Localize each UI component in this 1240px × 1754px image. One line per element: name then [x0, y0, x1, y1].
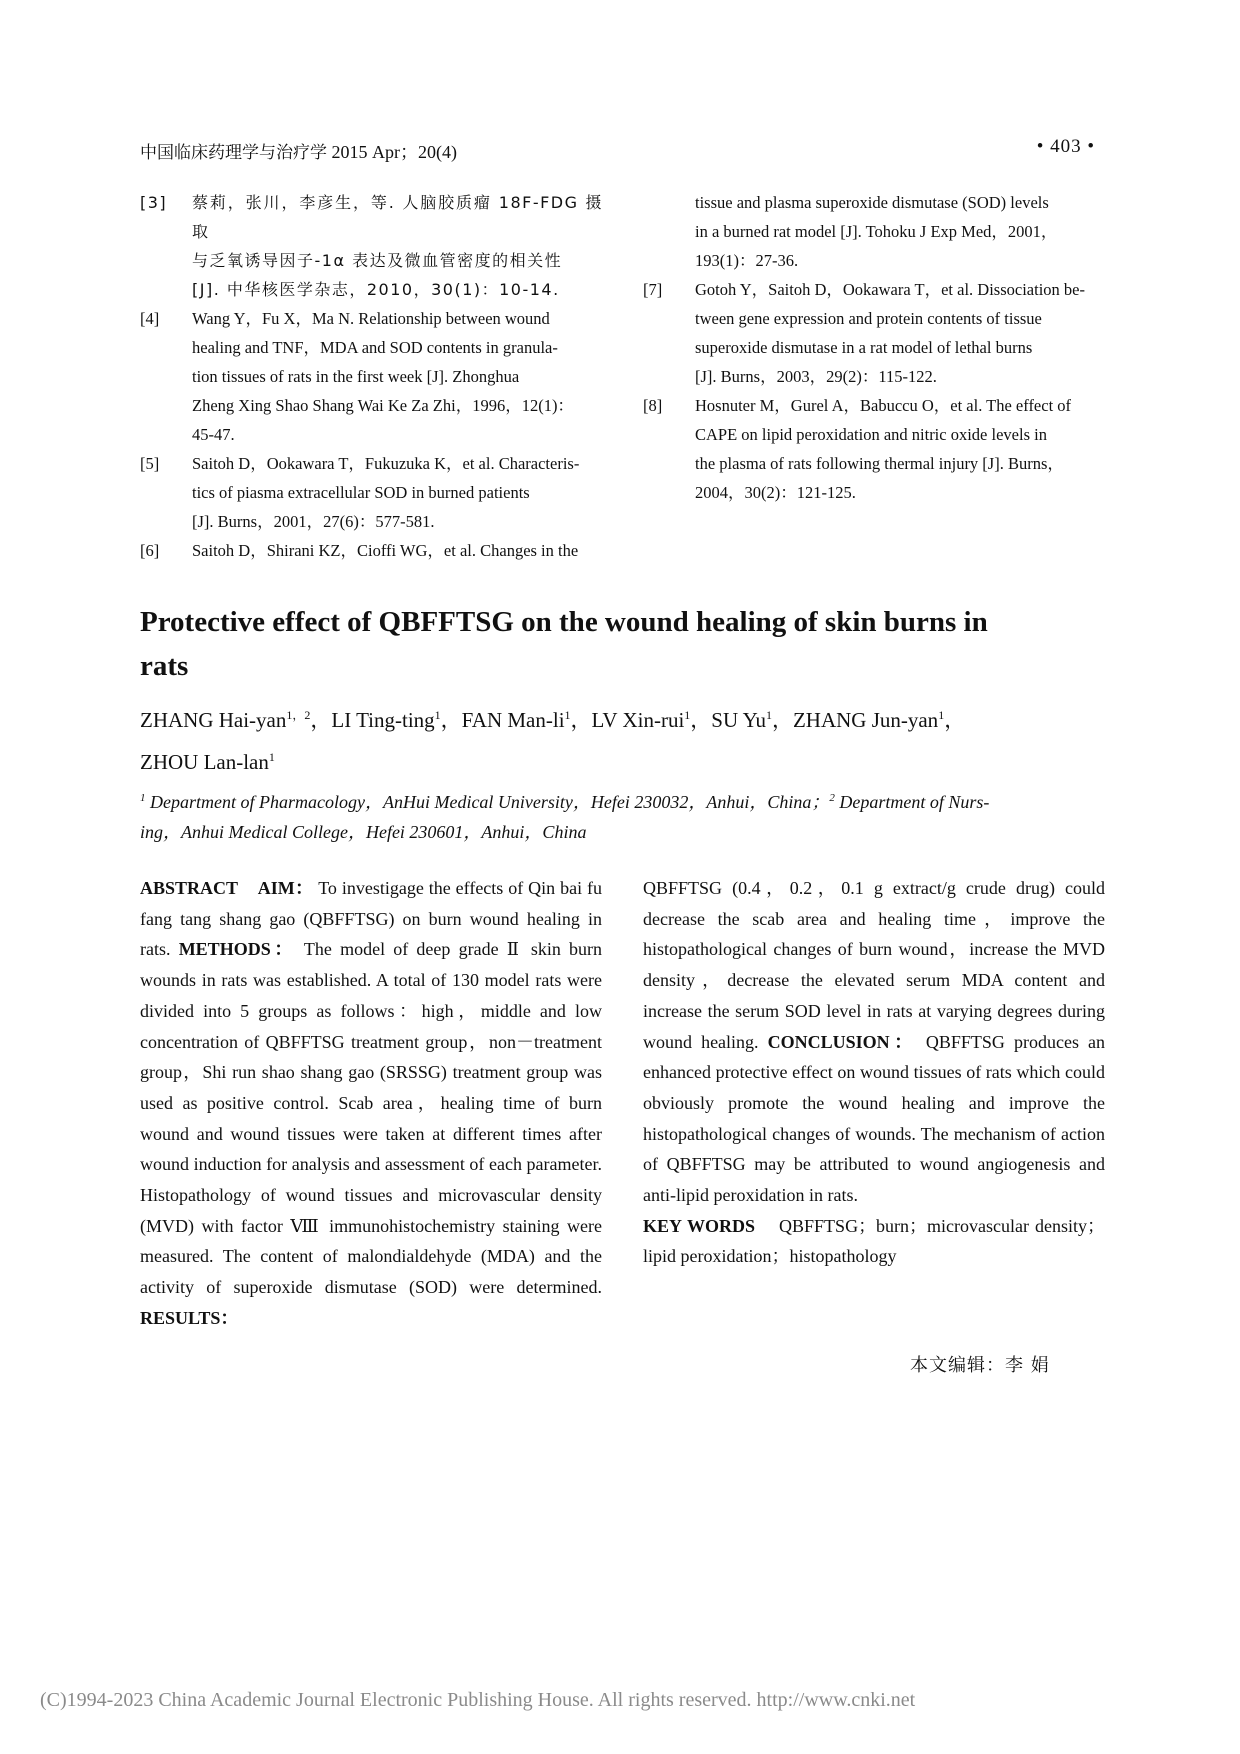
aim-text: To investigage the effects of Qin bai fu fang tang shang gao (QBFFTSG) on burn wound healing in rats. — [140, 878, 602, 960]
author-name: ，ZHANG Jun-yan — [771, 708, 939, 732]
reference-line: 蔡莉，张川，李彦生，等. 人脑胶质瘤 18F-FDG 摄取 — [192, 193, 603, 241]
author-name: ，SU Yu — [690, 708, 766, 732]
references-left — [140, 188, 603, 565]
reference-line: Hosnuter M，Gurel A，Babuccu O，et al. The effect of — [695, 396, 1072, 415]
author-name: ，LI Ting-ting — [310, 708, 435, 732]
copyright-footer: (C)1994-2023 China Academic Journal Electronic Publishing House. All rights reserved. http://www.cnki.net — [40, 1689, 916, 1711]
reference-line: 45-47. — [192, 425, 235, 444]
reference-line: healing and TNF，MDA and SOD contents in granula- — [192, 338, 558, 357]
reference-8 — [643, 391, 1106, 507]
reference-6 — [140, 536, 603, 565]
reference-line: superoxide dismutase in a rat model of lethal burns — [695, 338, 1033, 357]
affiliation-marker: 1 — [684, 708, 691, 722]
abstract-left-column — [140, 873, 602, 1334]
affiliation-marker: 1 — [765, 708, 772, 722]
keywords-label: KEY WORDS — [643, 1215, 756, 1236]
reference-6-continued — [643, 188, 1106, 275]
affiliations — [140, 783, 1100, 847]
affiliation-text: Department of Pharmacology，AnHui Medical University，Hefei 230032，Anhui，China； — [145, 792, 830, 812]
reference-line: [J]. Burns，2003，29(2)：115-122. — [695, 367, 937, 386]
author-list — [140, 697, 1120, 781]
reference-line: tion tissues of rats in the first week [J]. Zhonghua — [192, 367, 520, 386]
conclusion-text: QBFFTSG produces an enhanced protective effect on wound tissues of rats which could obviously promote the wound healing and improve the histopathological changes of wounds. The mechanism of action of QBFFTSG may be attributed to wound angiogenesis and anti-lipid peroxidation in rats. — [643, 1031, 1106, 1206]
methods-label: METHODS： — [178, 939, 297, 960]
reference-line: [J]. Burns，2001，27(6)：577-581. — [192, 512, 435, 531]
abstract-label: ABSTRACT — [140, 878, 239, 898]
keywords-text: QBFFTSG；burn；microvascular density；lipid peroxidation；histopathology — [643, 1215, 1106, 1267]
reference-number: [8] — [643, 396, 663, 415]
affiliation-marker: 1 — [564, 708, 571, 722]
reference-7 — [643, 275, 1106, 391]
affiliation-line: ing，Anhui Medical College，Hefei 230601，Anhui，China — [140, 822, 587, 842]
reference-line: CAPE on lipid peroxidation and nitric oxide levels in — [695, 425, 1047, 444]
author-separator: ， — [944, 708, 966, 732]
reference-number: [5] — [140, 454, 160, 473]
results-text: QBFFTSG (0.4，0.2，0.1 g extract/g crude drug) could decrease the scab area and healing time，improve the histopathological changes of burn wound，increase the MVD density，decrease the elevated serum MDA content and increase the serum SOD level in rats at varying degrees during wound healing. — [643, 878, 1105, 1052]
author-name: ，FAN Man-li — [440, 708, 565, 732]
reference-number: [6] — [140, 541, 160, 560]
reference-4 — [140, 304, 603, 449]
issue-info: 2015 Apr；20(4) — [331, 142, 457, 162]
editor-note: 本文编辑：李 娟 — [910, 1355, 1050, 1376]
affiliation-marker: 1 — [140, 792, 146, 804]
reference-line: Zheng Xing Shao Shang Wai Ke Za Zhi，1996，12(1)： — [192, 396, 574, 415]
conclusion-label: CONCLUSION： — [767, 1031, 917, 1052]
keywords — [643, 1211, 1105, 1272]
reference-line: 与乏氧诱导因子-1α 表达及微血管密度的相关性 — [192, 251, 563, 270]
references-right — [643, 188, 1106, 507]
reference-line: [J]. 中华核医学杂志，2010，30(1)：10-14. — [192, 280, 560, 299]
affiliation-line — [140, 783, 1100, 817]
running-header — [140, 138, 457, 164]
reference-5 — [140, 449, 603, 536]
affiliation-text: Department of Nurs- — [834, 792, 990, 812]
reference-line: tics of piasma extracellular SOD in burned patients — [192, 483, 530, 502]
reference-line: in a burned rat model [J]. Tohoku J Exp Med，2001， — [695, 222, 1058, 241]
journal-name: 中国临床药理学与治疗学 — [140, 143, 327, 163]
reference-line: tissue and plasma superoxide dismutase (SOD) levels — [695, 193, 1049, 212]
reference-line: Saitoh D，Ookawara T，Fukuzuka K，et al. Characteris- — [192, 454, 580, 473]
author-line — [140, 739, 1120, 781]
page-number: • 403 • — [1036, 136, 1095, 157]
affiliation-marker: 1 — [938, 708, 945, 722]
author-name: ZHOU Lan-lan — [140, 750, 269, 774]
affiliation-marker: 1 — [434, 708, 441, 722]
article-title — [140, 600, 1100, 688]
author-name: ，LV Xin-rui — [570, 708, 685, 732]
aim-label: AIM： — [257, 878, 314, 898]
author-line — [140, 697, 1120, 739]
reference-number: [4] — [140, 309, 160, 328]
results-label: RESULTS： — [140, 1307, 239, 1328]
reference-line: Saitoh D，Shirani KZ，Cioffi WG，et al. Changes in the — [192, 541, 579, 560]
reference-number: [7] — [643, 280, 663, 299]
abstract-right-column — [643, 873, 1105, 1272]
reference-line: Wang Y，Fu X，Ma N. Relationship between wound — [192, 309, 550, 328]
reference-line: tween gene expression and protein contents of tissue — [695, 309, 1042, 328]
reference-line: 193(1)：27-36. — [695, 251, 799, 270]
affiliation-marker: 1，2 — [286, 708, 311, 722]
reference-number: [3] — [140, 193, 168, 212]
author-name: ZHANG Hai-yan — [140, 708, 287, 732]
reference-line: the plasma of rats following thermal injury [J]. Burns， — [695, 454, 1064, 473]
methods-text: The model of deep grade Ⅱ skin burn wounds in rats was established. A total of 130 model rats were divided into 5 groups as follows：high，middle and low concentration of QBFFTSG treatment group，non－treatment group，Shi run shao shang gao (SRSSG) treatment group was used as positive control. Scab area，healing time of burn wound and wound tissues were taken at different times after wound induction for analysis and assessment of each parameter. Histopathology of wound tissues and microvascular density (MVD) with factor Ⅷ immunohistochemistry staining were measured. The content of malondialdehyde (MDA) and the activity of superoxide dismutase (SOD) were determined. — [140, 939, 603, 1298]
reference-line: 2004，30(2)：121-125. — [695, 483, 856, 502]
reference-3 — [140, 188, 603, 304]
title-line: Protective effect of QBFFTSG on the wound healing of skin burns in — [140, 606, 988, 638]
affiliation-marker: 2 — [829, 792, 835, 804]
affiliation-marker: 1 — [268, 750, 275, 764]
title-line: rats — [140, 650, 189, 682]
reference-line: Gotoh Y，Saitoh D，Ookawara T，et al. Dissociation be- — [695, 280, 1085, 299]
